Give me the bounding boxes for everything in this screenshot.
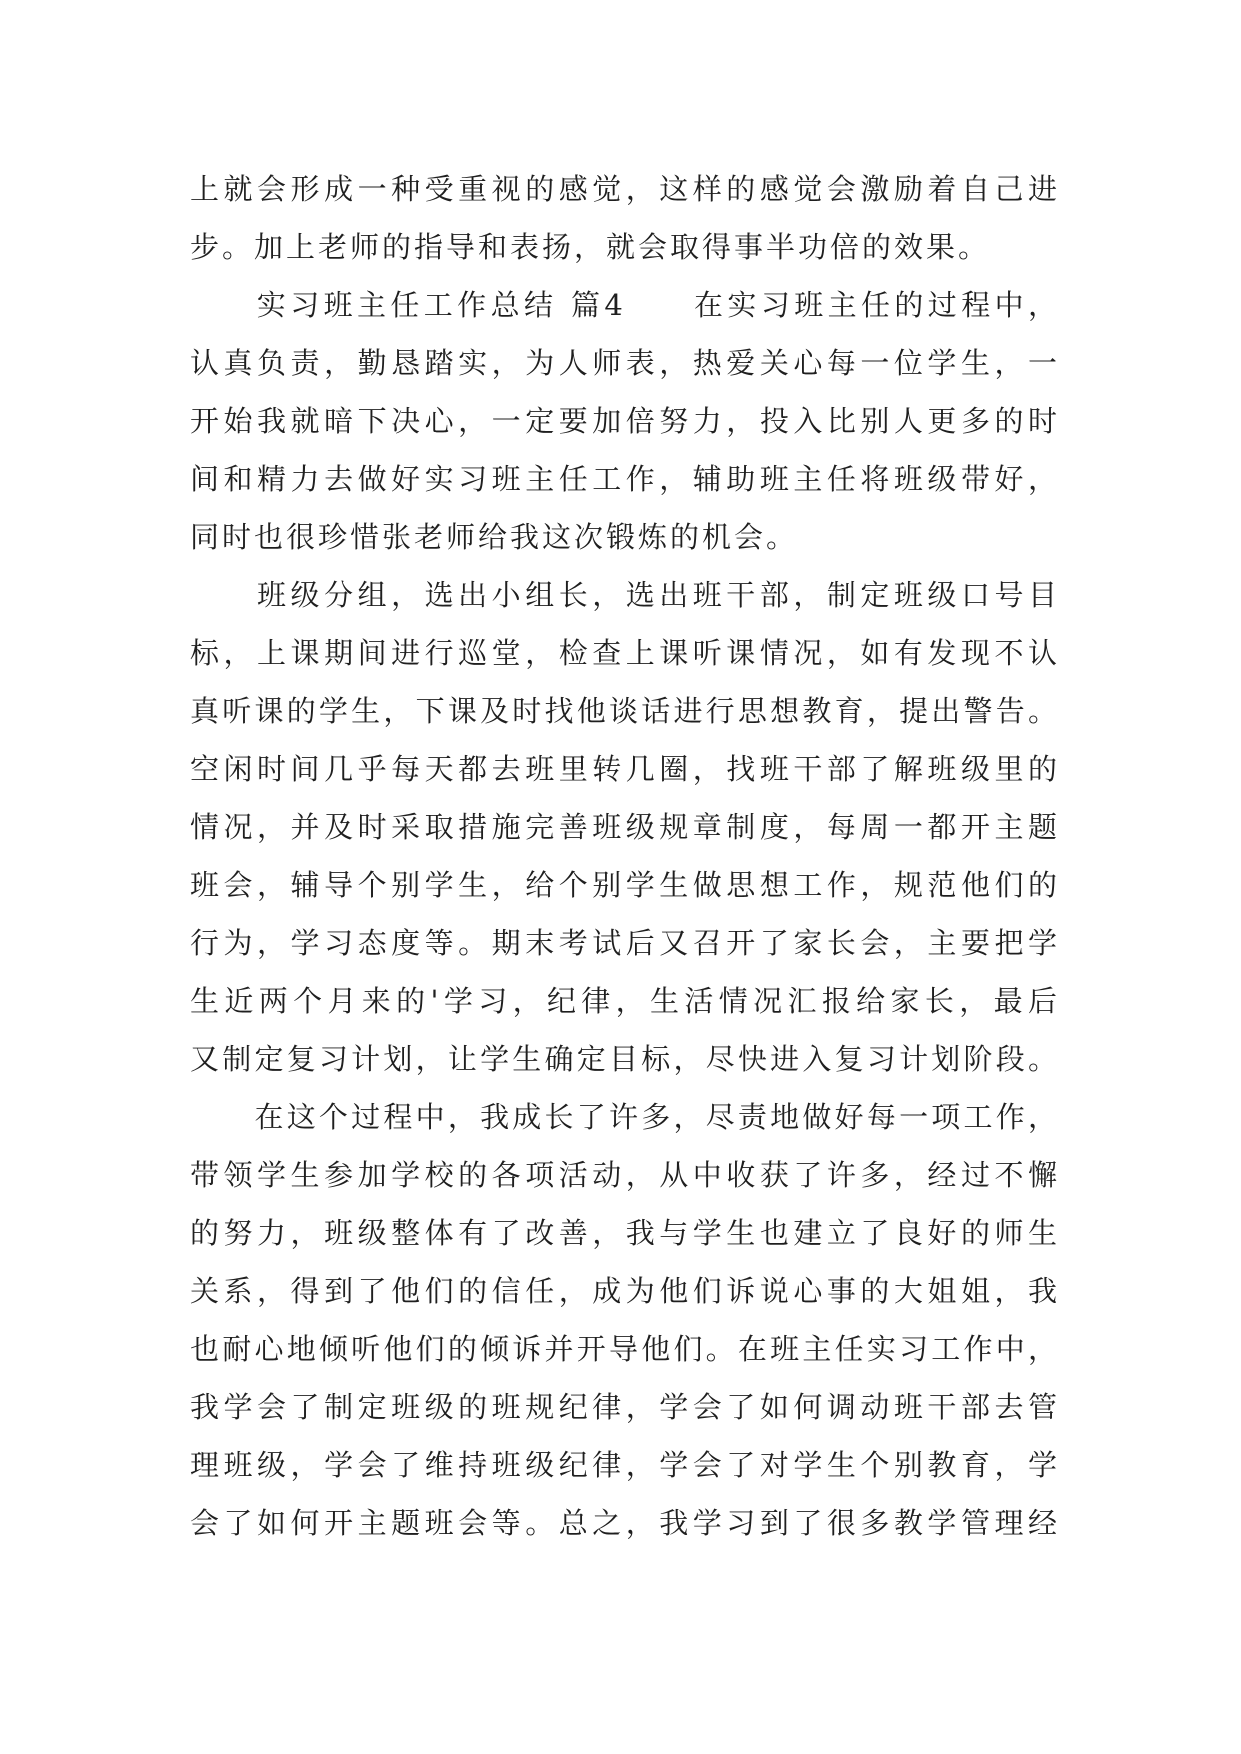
text-line: 实习班主任工作总结 篇4 在实习班主任的过程中， bbox=[190, 288, 1060, 322]
text-line: 带领学生参加学校的各项活动，从中收获了许多，经过不懈 bbox=[190, 1158, 1060, 1192]
text-line: 在这个过程中，我成长了许多，尽责地做好每一项工作， bbox=[190, 1100, 1060, 1134]
text-line: 班会，辅导个别学生，给个别学生做思想工作，规范他们的 bbox=[190, 868, 1060, 902]
text-line: 标，上课期间进行巡堂，检查上课听课情况，如有发现不认 bbox=[190, 636, 1060, 670]
text-line: 关系，得到了他们的信任，成为他们诉说心事的大姐姐，我 bbox=[190, 1274, 1060, 1308]
text-line: 我学会了制定班级的班规纪律，学会了如何调动班干部去管 bbox=[190, 1390, 1060, 1424]
text-line: 同时也很珍惜张老师给我这次锻炼的机会。 bbox=[190, 520, 799, 554]
text-line: 班级分组，选出小组长，选出班干部，制定班级口号目 bbox=[190, 578, 1060, 612]
text-line: 理班级，学会了维持班级纪律，学会了对学生个别教育，学 bbox=[190, 1448, 1060, 1482]
text-line: 空闲时间几乎每天都去班里转几圈，找班干部了解班级里的 bbox=[190, 752, 1060, 786]
text-line: 认真负责，勤恳踏实，为人师表，热爱关心每一位学生，一 bbox=[190, 346, 1060, 380]
text-line: 行为，学习态度等。期末考试后又召开了家长会，主要把学 bbox=[190, 926, 1060, 960]
text-line: 上就会形成一种受重视的感觉，这样的感觉会激励着自己进 bbox=[190, 172, 1060, 206]
text-line: 真听课的学生，下课及时找他谈话进行思想教育，提出警告。 bbox=[190, 694, 1060, 728]
text-line: 生近两个月来的'学习，纪律，生活情况汇报给家长，最后 bbox=[190, 984, 1060, 1018]
text-line: 又制定复习计划，让学生确定目标，尽快进入复习计划阶段。 bbox=[190, 1042, 1060, 1076]
text-line: 间和精力去做好实习班主任工作，辅助班主任将班级带好， bbox=[190, 462, 1060, 496]
text-line: 也耐心地倾听他们的倾诉并开导他们。在班主任实习工作中， bbox=[190, 1332, 1060, 1366]
body-text bbox=[190, 160, 1060, 1552]
text-line: 开始我就暗下决心，一定要加倍努力，投入比别人更多的时 bbox=[190, 404, 1060, 438]
text-line: 会了如何开主题班会等。总之，我学习到了很多教学管理经 bbox=[190, 1506, 1060, 1540]
text-line: 步。加上老师的指导和表扬，就会取得事半功倍的效果。 bbox=[190, 230, 991, 264]
text-line: 情况，并及时采取措施完善班级规章制度，每周一都开主题 bbox=[190, 810, 1060, 844]
text-line: 的努力，班级整体有了改善，我与学生也建立了良好的师生 bbox=[190, 1216, 1060, 1250]
